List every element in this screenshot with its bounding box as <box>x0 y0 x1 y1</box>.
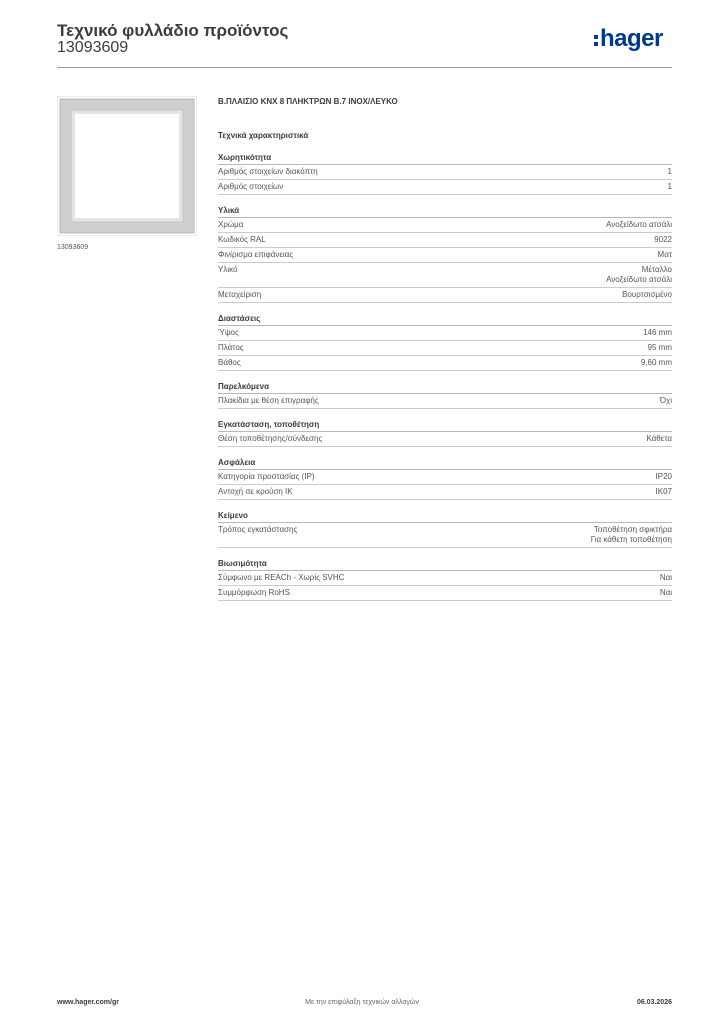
spec-value <box>660 588 672 598</box>
spec-heading: Τεχνικά χαρακτηριστικά <box>218 131 309 140</box>
spec-row <box>218 233 672 248</box>
spec-value-line: IK07 <box>655 487 672 496</box>
spec-value <box>641 358 672 368</box>
spec-value <box>668 167 672 177</box>
product-name: Β.ΠΛΑΙΣΙΟ KNX 8 ΠΛΗΚΤΡΩΝ Β.7 INOX/ΛΕΥΚΟ <box>218 97 398 106</box>
spec-row <box>218 165 672 180</box>
spec-section <box>218 381 672 409</box>
hager-logo[interactable] <box>594 27 663 51</box>
spec-value <box>656 487 672 497</box>
footer-notice: Με την επιφύλαξη τεχνικών αλλαγών <box>305 999 419 1006</box>
spec-row <box>218 571 672 586</box>
spec-value <box>646 434 672 444</box>
spec-label: Τρόπος εγκατάστασης <box>218 525 298 534</box>
spec-value-line: 1 <box>667 182 672 191</box>
spec-row <box>218 470 672 485</box>
spec-label: Αντοχή σε κρούση IK <box>218 487 293 496</box>
spec-row <box>218 356 672 371</box>
spec-row <box>218 394 672 409</box>
spec-value-line: 146 mm <box>643 328 672 337</box>
spec-label: Συμμόρφωση RoHS <box>218 588 290 597</box>
spec-section <box>218 313 672 371</box>
spec-value-line: Βουρτσισμένο <box>622 290 672 299</box>
header-divider <box>57 67 672 68</box>
spec-value <box>660 396 672 406</box>
spec-row <box>218 485 672 500</box>
spec-value-line: Για κάθετη τοποθέτηση <box>590 535 672 544</box>
spec-label: Κατηγορία προστασίας (IP) <box>218 472 315 481</box>
section-title: Χωρητικότητα <box>218 152 672 165</box>
product-frame-image <box>57 96 197 236</box>
logo-text: hager <box>600 25 663 52</box>
spec-row <box>218 523 672 548</box>
spec-row <box>218 326 672 341</box>
spec-value-line: Μέταλλο <box>641 265 672 274</box>
spec-value <box>591 525 672 545</box>
spec-label: Υλικό <box>218 265 238 274</box>
spec-value-line: Ναι <box>659 573 672 582</box>
spec-label: Ύψος <box>218 328 239 337</box>
footer-website-link[interactable]: www.hager.com/gr <box>57 999 119 1006</box>
spec-section <box>218 419 672 447</box>
document-title: Τεχνικό φυλλάδιο προϊόντος <box>57 21 289 40</box>
spec-row <box>218 341 672 356</box>
spec-row <box>218 432 672 447</box>
spec-label: Φινίρισμα επιφάνειας <box>218 250 294 259</box>
spec-section <box>218 152 672 195</box>
section-title: Βιωσιμότητα <box>218 558 672 571</box>
spec-value <box>648 343 672 353</box>
spec-label: Θέση τοποθέτησης/σύνδεσης <box>218 434 323 443</box>
spec-label: Σύμφωνο με REACh - Χωρίς SVHC <box>218 573 345 582</box>
spec-row <box>218 288 672 303</box>
spec-value-line: Ναι <box>659 588 672 597</box>
spec-value-line: 1 <box>667 167 672 176</box>
spec-value <box>668 182 672 192</box>
spec-value <box>656 472 672 482</box>
section-title: Διαστάσεις <box>218 313 672 326</box>
spec-section <box>218 510 672 548</box>
spec-label: Κωδικός RAL <box>218 235 266 244</box>
spec-value <box>654 235 672 245</box>
specification-area <box>218 96 672 601</box>
spec-label: Πλακίδια με θέση επιγραφής <box>218 396 319 405</box>
section-title: Υλικά <box>218 205 672 218</box>
spec-value-line: Κάθετα <box>646 434 672 443</box>
spec-value-line: 9,60 mm <box>640 358 672 367</box>
spec-section <box>218 457 672 500</box>
spec-value <box>606 265 672 285</box>
spec-value-line: Ανοξείδωτο ατσάλι <box>606 275 672 284</box>
spec-value <box>658 250 672 260</box>
spec-value-line: Ματ <box>657 250 672 259</box>
section-title: Ασφάλεια <box>218 457 672 470</box>
spec-label: Χρώμα <box>218 220 244 229</box>
spec-value-line: 95 mm <box>647 343 672 352</box>
spec-label: Αριθμός στοιχείων διακόπτη <box>218 167 318 176</box>
spec-value-line: Ανοξείδωτο ατσάλι <box>606 220 672 229</box>
image-caption: 13093609 <box>57 244 89 251</box>
spec-value <box>660 573 672 583</box>
section-title: Παρελκόμενα <box>218 381 672 394</box>
spec-row <box>218 218 672 233</box>
spec-value-line: Όχι <box>659 396 672 405</box>
footer-date: 06.03.2026 <box>636 999 672 1006</box>
logo-dots-icon <box>594 35 598 46</box>
spec-row <box>218 180 672 195</box>
spec-section <box>218 558 672 601</box>
spec-label: Πλάτος <box>218 343 244 352</box>
spec-sections <box>218 152 672 601</box>
spec-label: Βάθος <box>218 358 241 367</box>
section-title: Εγκατάσταση, τοποθέτηση <box>218 419 672 432</box>
spec-value-line: 9022 <box>654 235 672 244</box>
spec-row <box>218 263 672 288</box>
spec-label: Αριθμός στοιχείων <box>218 182 284 191</box>
document-code: 13093609 <box>57 39 129 56</box>
spec-value <box>643 328 672 338</box>
spec-section <box>218 205 672 303</box>
spec-value <box>622 290 672 300</box>
spec-value <box>606 220 672 230</box>
section-title: Κείμενο <box>218 510 672 523</box>
spec-value-line: Τοποθέτηση σφικτήρα <box>593 525 672 534</box>
spec-row <box>218 248 672 263</box>
spec-row <box>218 586 672 601</box>
spec-label: Μεταχείριση <box>218 290 262 299</box>
spec-value-line: IP20 <box>655 472 672 481</box>
